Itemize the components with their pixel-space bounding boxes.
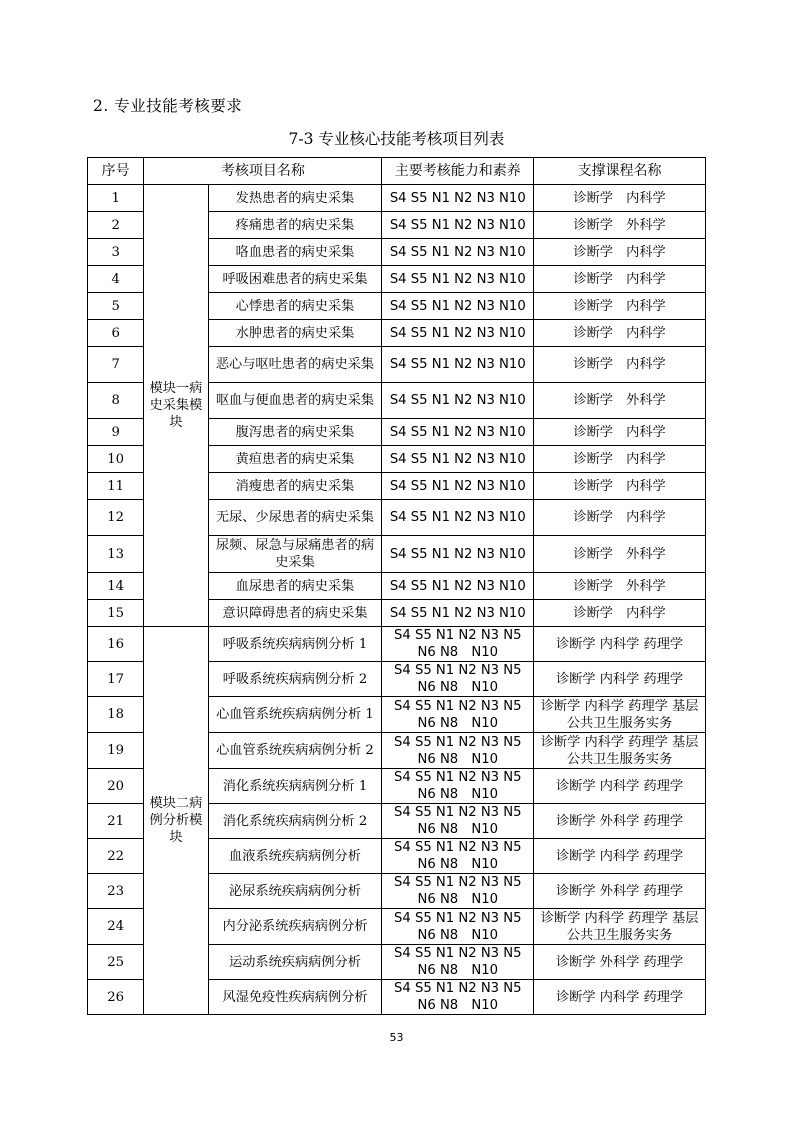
assessment-item: 呼吸困难患者的病史采集 (208, 266, 382, 293)
row-number: 4 (88, 266, 144, 293)
module-name: 模块二病例分析模块 (144, 627, 208, 1015)
supporting-courses: 诊断学 内科学 药理学 (534, 980, 706, 1015)
supporting-courses: 诊断学 内科学 (534, 347, 706, 383)
abilities-codes: S4 S5 N1 N2 N3 N5 N6 N8 N10 (382, 804, 534, 839)
assessment-item: 运动系统疾病病例分析 (208, 945, 382, 980)
supporting-courses: 诊断学 外科学 (534, 536, 706, 573)
assessment-item: 泌尿系统疾病病例分析 (208, 874, 382, 909)
row-number: 26 (88, 980, 144, 1015)
abilities-codes: S4 S5 N1 N2 N3 N5 N6 N8 N10 (382, 909, 534, 945)
supporting-courses: 诊断学 内科学 (534, 419, 706, 446)
supporting-courses: 诊断学 内科学 (534, 473, 706, 500)
row-number: 3 (88, 239, 144, 266)
assessment-item: 疼痛患者的病史采集 (208, 212, 382, 239)
row-number: 12 (88, 500, 144, 536)
supporting-courses: 诊断学 内科学 (534, 239, 706, 266)
abilities-codes: S4 S5 N1 N2 N3 N10 (382, 473, 534, 500)
abilities-codes: S4 S5 N1 N2 N3 N10 (382, 239, 534, 266)
header-item: 考核项目名称 (144, 158, 382, 185)
abilities-codes: S4 S5 N1 N2 N3 N10 (382, 600, 534, 627)
supporting-courses: 诊断学 内科学 (534, 266, 706, 293)
assessment-item: 血液系统疾病病例分析 (208, 839, 382, 874)
row-number: 5 (88, 293, 144, 320)
abilities-codes: S4 S5 N1 N2 N3 N5 N6 N8 N10 (382, 769, 534, 804)
supporting-courses: 诊断学 内科学 (534, 500, 706, 536)
supporting-courses: 诊断学 内科学 药理学 基层公共卫生服务实务 (534, 909, 706, 945)
table-row (88, 185, 706, 212)
assessment-item: 尿频、尿急与尿痛患者的病史采集 (208, 536, 382, 573)
abilities-codes: S4 S5 N1 N2 N3 N10 (382, 446, 534, 473)
supporting-courses: 诊断学 外科学 (534, 573, 706, 600)
header-abilities: 主要考核能力和素养 (382, 158, 534, 185)
abilities-codes: S4 S5 N1 N2 N3 N10 (382, 185, 534, 212)
section-heading: 2. 专业技能考核要求 (93, 97, 243, 115)
assessment-item: 心血管系统疾病病例分析 2 (208, 733, 382, 769)
supporting-courses: 诊断学 内科学 药理学 (534, 627, 706, 662)
abilities-codes: S4 S5 N1 N2 N3 N10 (382, 266, 534, 293)
skills-assessment-table (87, 157, 706, 1015)
row-number: 23 (88, 874, 144, 909)
abilities-codes: S4 S5 N1 N2 N3 N10 (382, 320, 534, 347)
row-number: 2 (88, 212, 144, 239)
assessment-item: 发热患者的病史采集 (208, 185, 382, 212)
supporting-courses: 诊断学 内科学 药理学 (534, 769, 706, 804)
row-number: 1 (88, 185, 144, 212)
assessment-item: 内分泌系统疾病病例分析 (208, 909, 382, 945)
abilities-codes: S4 S5 N1 N2 N3 N10 (382, 212, 534, 239)
row-number: 15 (88, 600, 144, 627)
assessment-item: 恶心与呕吐患者的病史采集 (208, 347, 382, 383)
row-number: 19 (88, 733, 144, 769)
row-number: 11 (88, 473, 144, 500)
table-body (88, 185, 706, 1015)
row-number: 9 (88, 419, 144, 446)
abilities-codes: S4 S5 N1 N2 N3 N10 (382, 347, 534, 383)
row-number: 13 (88, 536, 144, 573)
assessment-item: 消瘦患者的病史采集 (208, 473, 382, 500)
assessment-item: 心血管系统疾病病例分析 1 (208, 697, 382, 733)
row-number: 25 (88, 945, 144, 980)
supporting-courses: 诊断学 外科学 药理学 (534, 874, 706, 909)
supporting-courses: 诊断学 内科学 药理学 基层公共卫生服务实务 (534, 697, 706, 733)
abilities-codes: S4 S5 N1 N2 N3 N10 (382, 536, 534, 573)
assessment-item: 黄疸患者的病史采集 (208, 446, 382, 473)
abilities-codes: S4 S5 N1 N2 N3 N5 N6 N8 N10 (382, 945, 534, 980)
row-number: 17 (88, 662, 144, 697)
supporting-courses: 诊断学 外科学 (534, 212, 706, 239)
assessment-item: 呼吸系统疾病病例分析 1 (208, 627, 382, 662)
assessment-item: 水肿患者的病史采集 (208, 320, 382, 347)
supporting-courses: 诊断学 内科学 (534, 320, 706, 347)
row-number: 7 (88, 347, 144, 383)
row-number: 22 (88, 839, 144, 874)
assessment-item: 心悸患者的病史采集 (208, 293, 382, 320)
abilities-codes: S4 S5 N1 N2 N3 N10 (382, 419, 534, 446)
supporting-courses: 诊断学 内科学 (534, 446, 706, 473)
row-number: 6 (88, 320, 144, 347)
assessment-item: 咯血患者的病史采集 (208, 239, 382, 266)
assessment-item: 呕血与便血患者的病史采集 (208, 383, 382, 419)
abilities-codes: S4 S5 N1 N2 N3 N5 N6 N8 N10 (382, 733, 534, 769)
assessment-item: 消化系统疾病病例分析 2 (208, 804, 382, 839)
row-number: 18 (88, 697, 144, 733)
supporting-courses: 诊断学 内科学 药理学 (534, 662, 706, 697)
supporting-courses: 诊断学 外科学 (534, 383, 706, 419)
table-header-row (88, 158, 706, 185)
module-name: 模块一病史采集模块 (144, 185, 208, 627)
row-number: 21 (88, 804, 144, 839)
supporting-courses: 诊断学 外科学 药理学 (534, 804, 706, 839)
header-courses: 支撑课程名称 (534, 158, 706, 185)
row-number: 14 (88, 573, 144, 600)
page-number: 53 (389, 1031, 404, 1044)
abilities-codes: S4 S5 N1 N2 N3 N5 N6 N8 N10 (382, 662, 534, 697)
table-row (88, 627, 706, 662)
abilities-codes: S4 S5 N1 N2 N3 N10 (382, 293, 534, 320)
supporting-courses: 诊断学 外科学 药理学 (534, 945, 706, 980)
row-number: 20 (88, 769, 144, 804)
assessment-item: 消化系统疾病病例分析 1 (208, 769, 382, 804)
assessment-item: 意识障碍患者的病史采集 (208, 600, 382, 627)
header-no: 序号 (88, 158, 144, 185)
abilities-codes: S4 S5 N1 N2 N3 N10 (382, 573, 534, 600)
abilities-codes: S4 S5 N1 N2 N3 N5 N6 N8 N10 (382, 874, 534, 909)
abilities-codes: S4 S5 N1 N2 N3 N10 (382, 500, 534, 536)
table-caption: 7-3 专业核心技能考核项目列表 (288, 130, 505, 148)
assessment-item: 无尿、少尿患者的病史采集 (208, 500, 382, 536)
row-number: 8 (88, 383, 144, 419)
assessment-item: 腹泻患者的病史采集 (208, 419, 382, 446)
supporting-courses: 诊断学 内科学 (534, 293, 706, 320)
row-number: 10 (88, 446, 144, 473)
abilities-codes: S4 S5 N1 N2 N3 N10 (382, 383, 534, 419)
abilities-codes: S4 S5 N1 N2 N3 N5 N6 N8 N10 (382, 627, 534, 662)
supporting-courses: 诊断学 内科学 药理学 基层公共卫生服务实务 (534, 733, 706, 769)
abilities-codes: S4 S5 N1 N2 N3 N5 N6 N8 N10 (382, 697, 534, 733)
abilities-codes: S4 S5 N1 N2 N3 N5 N6 N8 N10 (382, 839, 534, 874)
row-number: 16 (88, 627, 144, 662)
supporting-courses: 诊断学 内科学 (534, 600, 706, 627)
assessment-item: 血尿患者的病史采集 (208, 573, 382, 600)
row-number: 24 (88, 909, 144, 945)
abilities-codes: S4 S5 N1 N2 N3 N5 N6 N8 N10 (382, 980, 534, 1015)
supporting-courses: 诊断学 内科学 药理学 (534, 839, 706, 874)
assessment-item: 呼吸系统疾病病例分析 2 (208, 662, 382, 697)
assessment-item: 风湿免疫性疾病病例分析 (208, 980, 382, 1015)
supporting-courses: 诊断学 内科学 (534, 185, 706, 212)
